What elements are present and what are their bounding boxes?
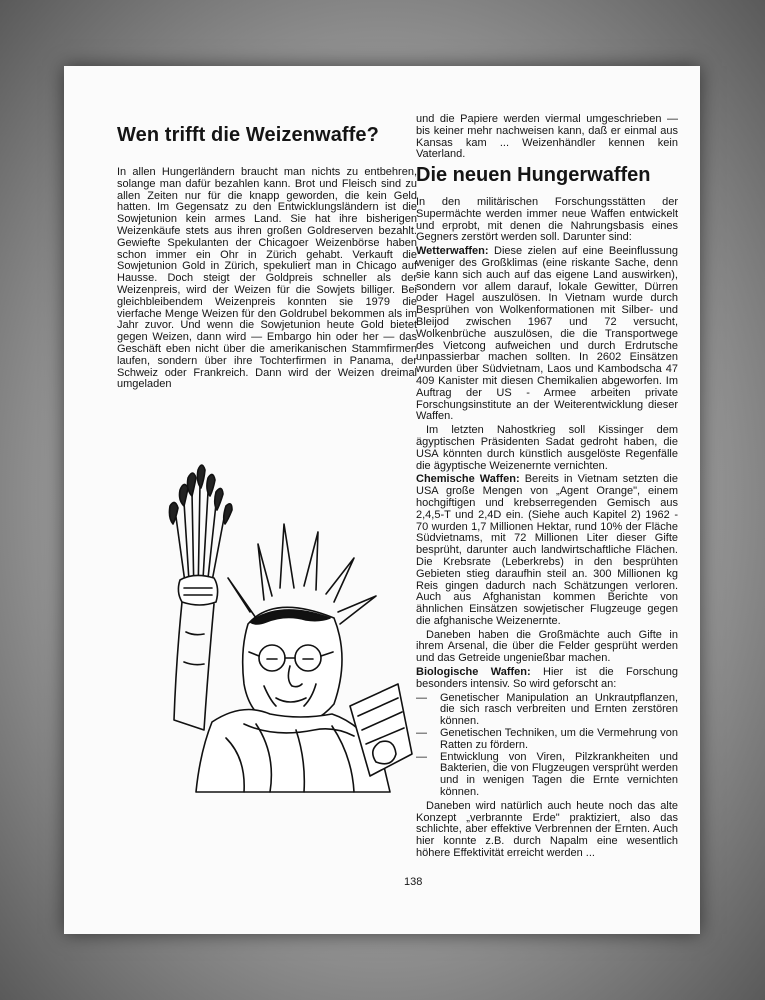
chem-label: Chemische Waffen: [416, 473, 520, 486]
left-article-continuation: und die Papiere werden viermal umgeschrieben — bis keiner mehr nachweisen kann, daß er einmal aus Kansas kam ... Weizenhändler kennen kein Vaterland. [416, 113, 678, 161]
right-article-body [416, 196, 678, 860]
bio-label: Biologische Waffen: [416, 666, 531, 679]
bio-list [416, 693, 678, 799]
gifte-paragraph: Daneben haben die Großmächte auch Gifte in ihrem Arsenal, die über die Felder gesprüht werden und das Getreide ungenießbar machen. [416, 628, 678, 665]
list-item [416, 728, 678, 752]
dash-bullet: — [416, 727, 427, 740]
nahost-paragraph: Im letzten Nahostkrieg soll Kissinger dem ägyptischen Präsidenten Sadat gedroht haben, die USA könnten durch künstlich ausgelöste Regenfälle die ägyptische Weizenernte vernichten. [416, 424, 678, 472]
list-item-text: Genetischer Manipulation an Unkrautpflanzen, die sich rasch verbreiten und Ernten zerstören können. [440, 691, 678, 728]
dash-bullet: — [416, 691, 427, 704]
chem-text: Bereits in Vietnam setzten die USA große Mengen von „Agent Orange", einem hochgiftigen und krebserregenden Gemisch aus 2,4,5-T und 2,4D ein. (Siehe auch Kapitel 2) 1962 - 70 wurden 1,7 Millionen Hektar, rund 10% der Fläche Südvietnams, mit 72 Millionen Liter dieser Gifte besprüht, darunter auch landwirtschaftliche Flächen. Die Krebsrate (Leberkrebs) in den besprühten Gebieten stieg daraufhin steil an. 300 Millionen kg Reis gingen dadurch nach Schätzungen verloren. Auch aus Afghanistan kommen Berichte von ähnlichen Einsätzen sowjetischer Flugzeuge gegen die afghanische Weizenernte. [416, 473, 678, 627]
list-item [416, 752, 678, 799]
list-item-text: Entwicklung von Viren, Pilzkrankheiten und Bakterien, die von Flugzeugen versprüht werden und in wenigen Tagen die Ernte vernichten können. [440, 750, 678, 799]
wetter-paragraph [416, 246, 678, 423]
bio-paragraph [416, 667, 678, 691]
left-article-body: In allen Hungerländern braucht man nichts zu entbehren, solange man dafür bezahlen kann. Brot und Fleisch sind zu allen Zeiten nur für die knapp geworden, die kein Geld hatten. Im Gegensatz zu den Entwicklungsländern ist die Sowjetunion kein armes Land. Sie hat ihre bisherigen Weizenkäufe stets aus ihren großen Goldreserven bezahlt. Gewiefte Spekulanten der Chicagoer Weizenbörse haben schon immer ein Ohr in Zürich gehabt. Verkauft die Sowjetunion Gold in Zürich, spekuliert man in Chicago auf Hausse. Doch steigt der Goldpreis schneller als der Weizenpreis, wird der Weizen für die Sowjets billiger. Bei gleichbleibendem Weizenpreis konnten sie 1979 die vierfache Menge Weizen für den Goldrubel bekommen als im Jahr zuvor. Und wenn die Sowjetunion heute Gold bietet gegen Weizen, dann wird — Embargo hin oder her — das Geschäft eben nicht über die amerikanischen Stammfirmen laufen, sondern über ihre Tochterfirmen in Panama, der Schweiz oder Frankreich. Dann wird der Weizen dreimal umgeladen [117, 166, 417, 391]
left-article-title: Wen trifft die Weizenwaffe? [117, 124, 379, 146]
book-page [64, 66, 700, 934]
wetter-text: Diese zielen auf eine Beeinflussung weniger des Großklimas (eine riskante Sache, denn sie kann sich auch auf das eigene Land auswirken), sondern vor allem darauf, lokale Gewitter, Dürren oder Hagel auszulösen. In Vietnam wurde durch Besprühen von Wolkenformationen mit Silber- und Bleijod zwischen 1967 und 72 versucht, Wolkenbrüche auszulösen, die die Transportwege des Vietcong aufweichen und durch Erdrutsche unpassierbar machen sollten. In 2602 Einsätzen wurden über Südvietnam, Laos und Kambodscha 47 409 Kanister mit diesen Chemikalien abgeworfen. Im Auftrag der US - Armee arbeiten private Forschungsinstitute an der Weiterentwicklung dieser Waffen. [416, 245, 678, 423]
closing-paragraph: Daneben wird natürlich auch heute noch das alte Konzept „verbrannte Erde" praktiziert, also das schlichte, aber effektive Verbrennen der Ernten. Auch hier konnte z.B. durch Napalm eine wesentlich höhere Effektivität erreicht werden ... [416, 799, 678, 860]
list-item [416, 693, 678, 728]
list-item-text: Genetischen Techniken, um die Vermehrung von Ratten zu fördern. [440, 727, 678, 751]
page-number: 138 [404, 876, 423, 888]
chem-paragraph [416, 474, 678, 627]
statue-of-liberty-wheat-illustration [126, 462, 416, 792]
wetter-label: Wetterwaffen: [416, 245, 489, 258]
dash-bullet: — [416, 750, 427, 763]
bio-text: Hier ist die Forschung besonders intensiv. So wird geforscht an: [416, 666, 678, 690]
intro-paragraph: In den militärischen Forschungsstätten der Supermächte werden immer neue Waffen entwickelt und erprobt, mit denen die Nahrungsbasis eines Gegners zerstört werden soll. Darunter sind: [416, 196, 678, 244]
right-article-title: Die neuen Hungerwaffen [416, 164, 651, 186]
